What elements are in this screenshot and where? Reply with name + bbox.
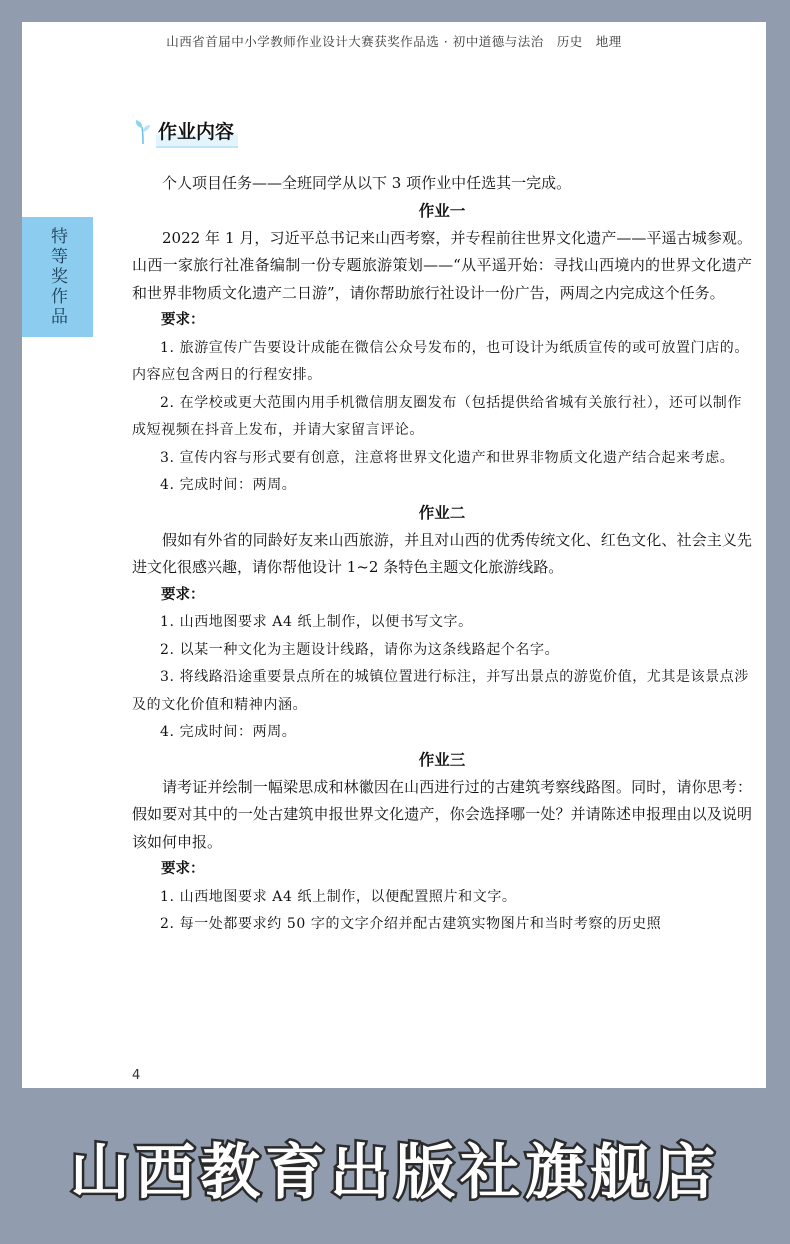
store-banner-text: 山西教育出版社旗舰店 bbox=[70, 1138, 720, 1208]
assignment-1-req-label: 要求： bbox=[161, 312, 205, 328]
running-head: 山西省首届中小学教师作业设计大赛获奖作品选 · 初中道德与法治 历史 地理 bbox=[166, 34, 622, 49]
assignment-1-item: 2. 在学校或更大范围内用手机微信朋友圈发布（包括提供给省城有关旅行社），还可以制作成短视频在抖音上发布，并请大家留言评论。 bbox=[132, 394, 743, 438]
body-text bbox=[132, 170, 752, 939]
page-number: 4 bbox=[132, 1068, 141, 1083]
assignment-3-heading: 作业三 bbox=[418, 750, 466, 769]
section-title: 作业内容 bbox=[156, 117, 238, 148]
assignment-3-paragraph: 请考证并绘制一幅梁思成和林徽因在山西进行过的古建筑考察线路图。同时，请你思考：假如要对其中的一处古建筑申报世界文化遗产，你会选择哪一处？并请陈述申报理由以及说明该如何申报。 bbox=[132, 777, 752, 851]
book-page bbox=[22, 22, 766, 1088]
assignment-2-heading: 作业二 bbox=[418, 503, 466, 522]
assignment-1-item: 4. 完成时间：两周。 bbox=[160, 477, 297, 493]
assignment-2-paragraph: 假如有外省的同龄好友来山西旅游，并且对山西的优秀传统文化、红色文化、社会主义先进文化很感兴趣，请你帮他设计 1~2 条特色主题文化旅游线路。 bbox=[132, 530, 752, 576]
assignment-2-item: 1. 山西地图要求 A4 纸上制作，以便书写文字。 bbox=[160, 614, 473, 630]
assignment-3-item: 2. 每一处都要求约 50 字的文字介绍并配古建筑实物图片和当时考察的历史照 bbox=[160, 916, 662, 932]
assignment-1-heading: 作业一 bbox=[418, 201, 466, 220]
assignment-1-item: 1. 旅游宣传广告要设计成能在微信公众号发布的，也可设计为纸质宣传的或可放置门店的。内容应包含两日的行程安排。 bbox=[132, 339, 750, 383]
assignment-2-item: 2. 以某一种文化为主题设计线路，请你为这条线路起个名字。 bbox=[160, 641, 560, 658]
section-heading bbox=[132, 117, 238, 147]
side-tab bbox=[22, 217, 93, 337]
assignment-2-item: 4. 完成时间：两周。 bbox=[160, 724, 297, 740]
assignment-1-item: 3. 宣传内容与形式要有创意，注意将世界文化遗产和世界非物质文化遗产结合起来考虑。 bbox=[160, 449, 735, 466]
intro-paragraph: 个人项目任务——全班同学从以下 3 项作业中任选其一完成。 bbox=[162, 174, 572, 192]
assignment-2-req-label: 要求： bbox=[161, 586, 205, 603]
assignment-3-req-label: 要求： bbox=[161, 861, 205, 877]
assignment-3-item: 1. 山西地图要求 A4 纸上制作，以便配置照片和文字。 bbox=[160, 888, 517, 905]
store-banner bbox=[0, 1118, 790, 1218]
sprout-icon bbox=[132, 119, 154, 145]
assignment-1-paragraph: 2022 年 1 月，习近平总书记来山西考察，并专程前往世界文化遗产——平遥古城参观。山西一家旅行社准备编制一份专题旅游策划——“从平遥开始：寻找山西境内的世界文化遗产和世界非物质文化遗产二日游”，请你帮助旅行社设计一份广告，两周之内完成这个任务。 bbox=[132, 228, 752, 302]
side-tab-label: 特等奖作品 bbox=[47, 227, 67, 327]
assignment-2-item: 3. 将线路沿途重要景点所在的城镇位置进行标注，并写出景点的游览价值，尤其是该景点涉及的文化价值和精神内涵。 bbox=[132, 669, 750, 713]
